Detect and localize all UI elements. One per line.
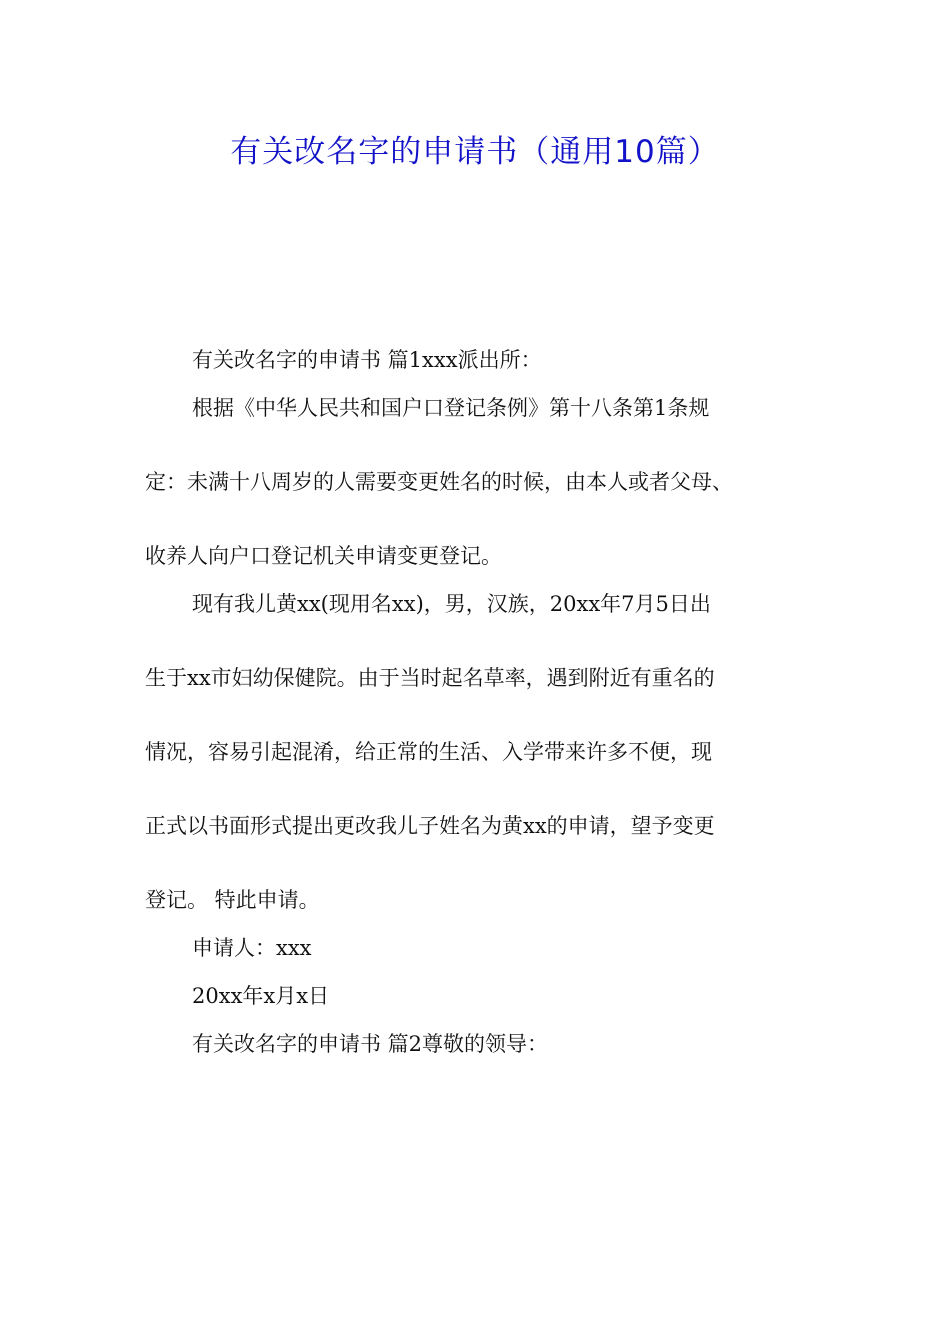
paragraph-line: 正式以书面形式提出更改我儿子姓名为黄xx的申请，望予变更 — [145, 814, 715, 838]
paragraph-line: 有关改名字的申请书 篇2尊敬的领导： — [192, 1032, 549, 1056]
paragraph-line: 定：未满十八周岁的人需要变更姓名的时候，由本人或者父母、 — [145, 470, 733, 494]
paragraph-line: 登记。 特此申请。 — [145, 888, 320, 912]
paragraph-line: 生于xx市妇幼保健院。由于当时起名草率，遇到附近有重名的 — [145, 666, 715, 690]
paragraph-1 — [145, 336, 810, 384]
paragraph-line: 申请人：xxx — [192, 936, 312, 960]
paragraph-line: 有关改名字的申请书 篇1xxx派出所： — [192, 348, 542, 372]
paragraph-6 — [145, 1020, 810, 1068]
paragraph-line: 20xx年x月x日 — [192, 984, 330, 1008]
document-body — [145, 336, 810, 1068]
paragraph-2 — [145, 384, 810, 580]
paragraph-line: 情况，容易引起混淆，给正常的生活、入学带来许多不便，现 — [145, 740, 712, 764]
paragraph-5 — [145, 972, 810, 1020]
document-title: 有关改名字的申请书（通用10篇） — [230, 134, 720, 170]
paragraph-line: 收养人向户口登记机关申请变更登记。 — [145, 544, 502, 568]
paragraph-3 — [145, 580, 810, 924]
paragraph-4 — [145, 924, 810, 972]
paragraph-line: 现有我儿黄xx(现用名xx)，男，汉族，20xx年7月5日出 — [192, 592, 711, 616]
paragraph-line: 根据《中华人民共和国户口登记条例》第十八条第1条规 — [192, 396, 710, 420]
